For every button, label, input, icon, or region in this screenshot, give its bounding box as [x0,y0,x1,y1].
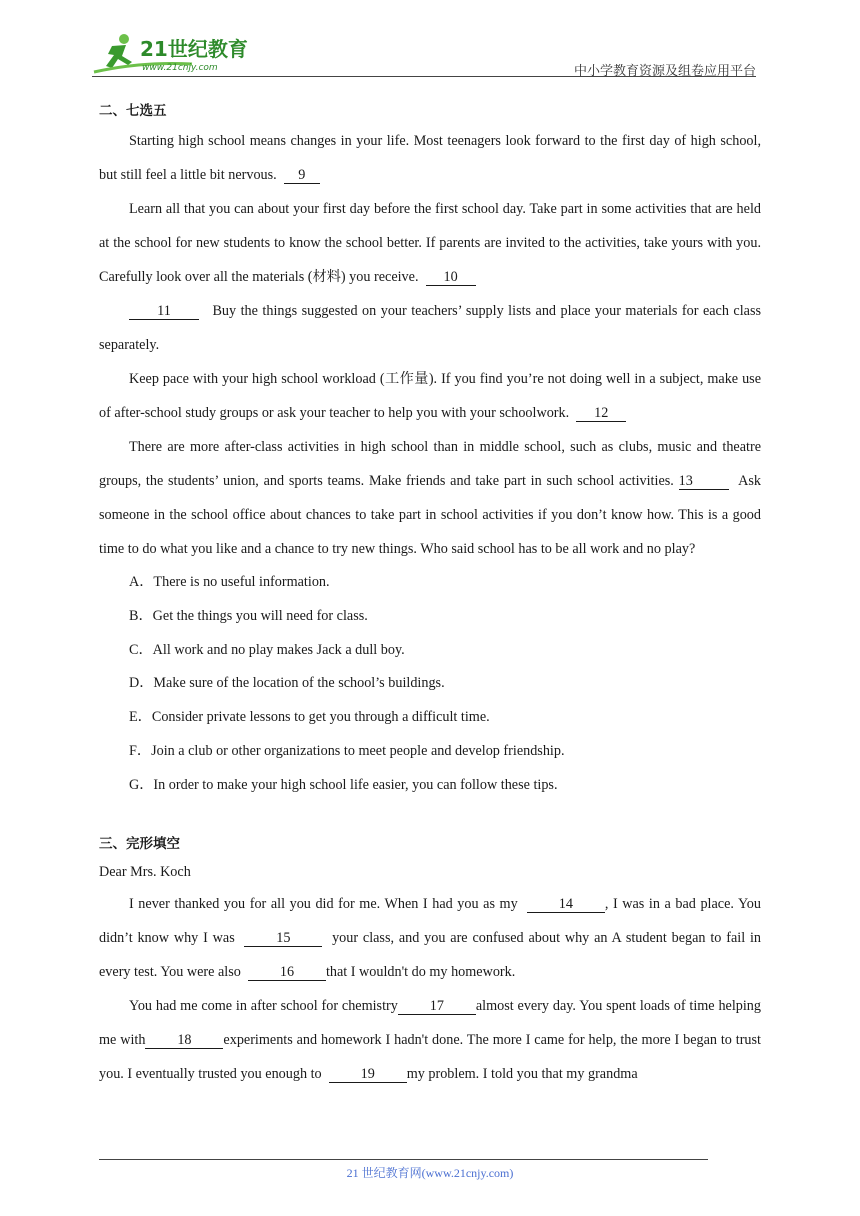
answer-blank-9[interactable]: 9 [284,167,320,184]
option-d: D．Make sure of the location of the school’s buildings. [129,675,445,692]
logo-text: 21世纪教育 [140,37,248,61]
answer-blank-16[interactable]: 16 [248,964,326,981]
logo [92,32,262,76]
header-platform-label: 中小学教育资源及组卷应用平台 [573,64,756,79]
letter-greeting: Dear Mrs. Koch [99,863,191,880]
passage-paragraph: Starting high school means changes in your life. Most teenagers look forward to the first day of high school, but still feel a little bit nervous. 9 [99,133,761,183]
option-a: A．There is no useful information. [129,574,330,590]
section-title-cloze: 三、完形填空 [99,835,180,852]
passage-paragraph: You had me come in after school for chemistry 17 almost every day. You spent loads of time helping me with 18 experiments and homework I hadn't done. The more I came for help, the more I began to trust you. I eventually trusted you enough to 19 my problem. I told you that my grandma [99,997,761,1082]
logo-url: www.21cnjy.com [142,63,218,73]
document-body [99,98,761,1091]
passage-paragraph: I never thanked you for all you did for me. When I had you as my 14 , I was in a bad place. You didn’t know why I was 15 your class, and you are confused about why an A student began to fail in every test. You were also 16 that I wouldn't do my homework. [99,895,762,980]
passage-paragraph: 11 Buy the things suggested on your teachers’ supply lists and place your materials for each class separately. [99,303,761,353]
answer-blank-12[interactable]: 12 [576,405,626,422]
option-b: B．Get the things you will need for class. [129,607,368,624]
answer-blank-17[interactable]: 17 [398,998,476,1015]
passage-paragraph: There are more after-class activities in high school than in middle school, such as clubs, music and theatre groups, the students’ union, and sports teams. Make friends and take part in such school activities. 13 Ask someone in the school office about chances to take part in school activities if you don’t know how. This is a good time to do what you like and a chance to try new things. Who said school has to be all work and no play? [99,439,762,557]
answer-blank-18[interactable]: 18 [145,1032,223,1049]
answer-blank-19[interactable]: 19 [329,1066,407,1083]
passage-paragraph: Keep pace with your high school workload (工作量). If you find you’re not doing well in a subject, make use of after-school study groups or ask your teacher to help you with your schoolwork. 12 [99,371,761,421]
page-footer: 21 世纪教育网(www.21cnjy.com) [346,1166,514,1180]
option-c: C．All work and no play makes Jack a dull boy. [129,641,405,658]
answer-blank-11[interactable]: 11 [129,303,199,320]
option-g: G．In order to make your high school life easier, you can follow these tips. [129,776,558,793]
section-title-seven-choose-five: 二、七选五 [99,103,167,119]
answer-blank-13[interactable]: 13 [679,473,729,490]
answer-blank-10[interactable]: 10 [426,269,476,286]
footer-divider [99,1159,708,1160]
option-e: E．Consider private lessons to get you through a difficult time. [129,709,490,726]
header-divider [92,76,756,77]
passage-paragraph: Learn all that you can about your first day before the first school day. Take part in some activities that are held at the school for new students to know the school better. If parents are invited to the activities, take yours with you. Carefully look over all the materials (材料) you receive. 10 [99,201,761,285]
answer-blank-15[interactable]: 15 [244,930,322,947]
option-f: F．Join a club or other organizations to meet people and develop friendship. [129,742,565,759]
page-header [92,30,756,78]
answer-blank-14[interactable]: 14 [527,896,605,913]
